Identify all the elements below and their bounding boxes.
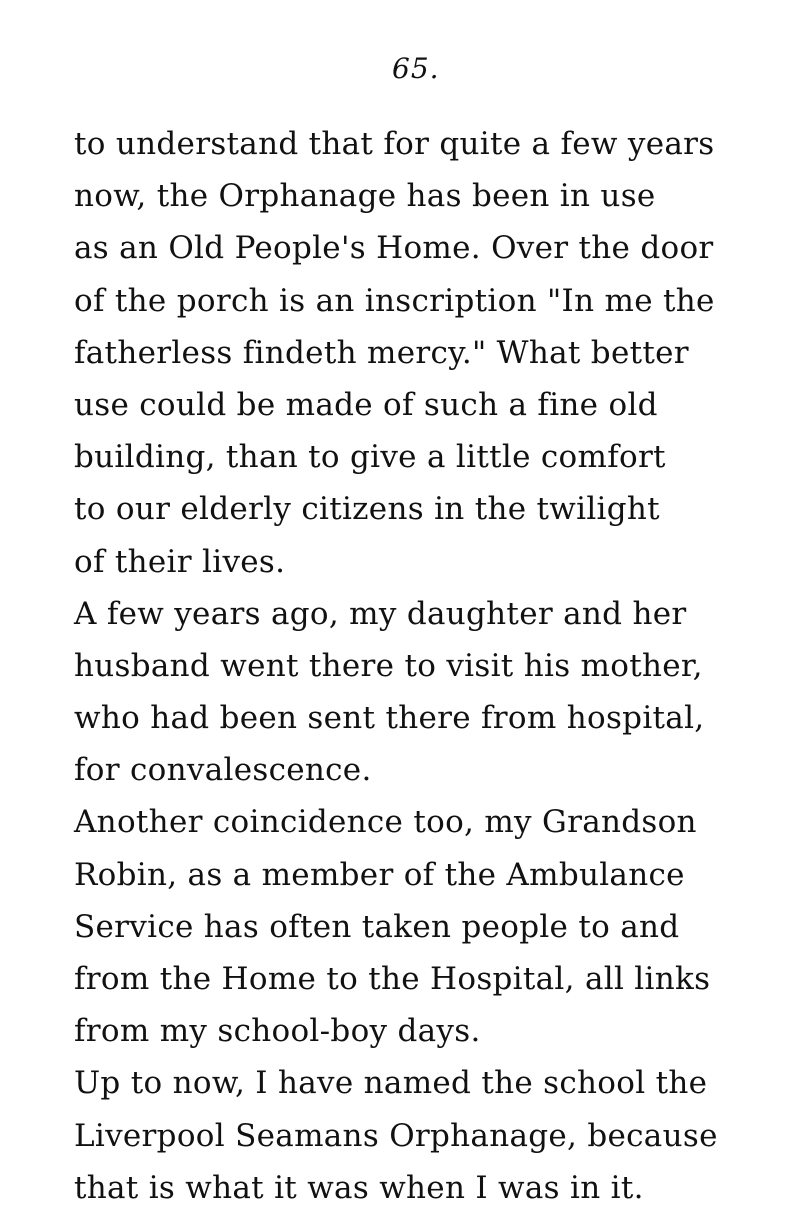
text-line: building, than to give a little comfort (74, 439, 666, 476)
text-line: Another coincidence too, my Grandson (74, 804, 697, 841)
text-line: A few years ago, my daughter and her (74, 595, 687, 632)
text-line: to understand that for quite a few years (74, 126, 715, 162)
text-line: for convalescence. (74, 752, 372, 789)
text-line: that is what it was when I was in it. (74, 1169, 644, 1206)
text-line: from my school-boy days. (74, 1013, 481, 1050)
text-line: of their lives. (74, 543, 286, 580)
text-line: use could be made of such a fine old (74, 386, 658, 423)
text-line: Robin, as a member of the Ambulance (74, 856, 685, 893)
text-line: Liverpool Seamans Orphanage, because (74, 1117, 718, 1154)
text-line: husband went there to visit his mother, (74, 647, 703, 684)
text-line: now, the Orphanage has been in use (74, 178, 656, 215)
text-line: from the Home to the Hospital, all links (74, 961, 711, 997)
page-number: 65. (392, 52, 440, 85)
text-line: Service has often taken people to and (74, 908, 680, 945)
text-line: fatherless findeth mercy." What better (74, 334, 689, 371)
handwritten-text (74, 118, 754, 1214)
text-line: to our elderly citizens in the twilight (74, 491, 660, 528)
text-line: of the porch is an inscription "In me the (74, 282, 715, 319)
text-line: who had been sent there from hospital, (74, 700, 705, 737)
text-line: Up to now, I have named the school the (74, 1065, 708, 1102)
text-line: as an Old People's Home. Over the door (74, 230, 714, 267)
